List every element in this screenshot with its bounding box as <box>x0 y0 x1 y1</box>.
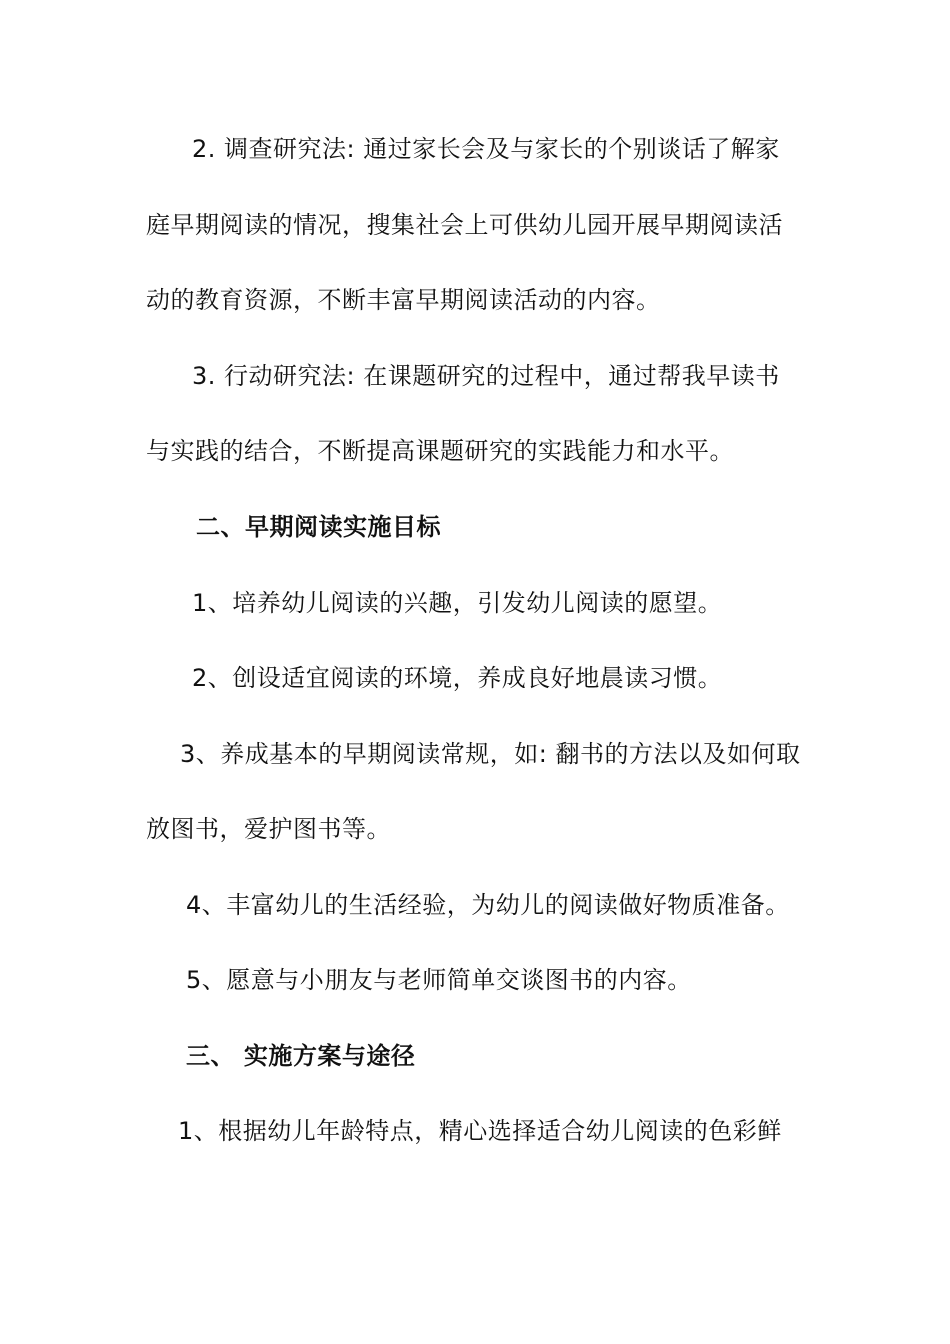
paragraph-line: 2、创设适宜阅读的环境，养成良好地晨读习惯。 <box>192 664 723 692</box>
paragraph-line: 3. 行动研究法: 在课题研究的过程中，通过帮我早读书 <box>192 362 780 390</box>
paragraph-line: 庭早期阅读的情况，搜集社会上可供幼儿园开展早期阅读活 <box>146 211 783 239</box>
paragraph-line: 放图书，爱护图书等。 <box>146 815 391 843</box>
paragraph-line: 动的教育资源，不断丰富早期阅读活动的内容。 <box>146 286 661 314</box>
paragraph-line: 与实践的结合，不断提高课题研究的实践能力和水平。 <box>146 437 734 465</box>
paragraph-line: 1、根据幼儿年龄特点，精心选择适合幼儿阅读的色彩鲜 <box>178 1117 782 1145</box>
section-heading: 三、 实施方案与途径 <box>186 1042 416 1070</box>
paragraph-line: 3、养成基本的早期阅读常规，如: 翻书的方法以及如何取 <box>180 740 801 768</box>
section-heading: 二、早期阅读实施目标 <box>196 513 441 541</box>
paragraph-line: 4、丰富幼儿的生活经验，为幼儿的阅读做好物质准备。 <box>186 891 790 919</box>
paragraph-line: 1、培养幼儿阅读的兴趣，引发幼儿阅读的愿望。 <box>192 589 723 617</box>
paragraph-line: 2. 调查研究法: 通过家长会及与家长的个别谈话了解家 <box>192 135 780 163</box>
paragraph-line: 5、愿意与小朋友与老师简单交谈图书的内容。 <box>186 966 692 994</box>
